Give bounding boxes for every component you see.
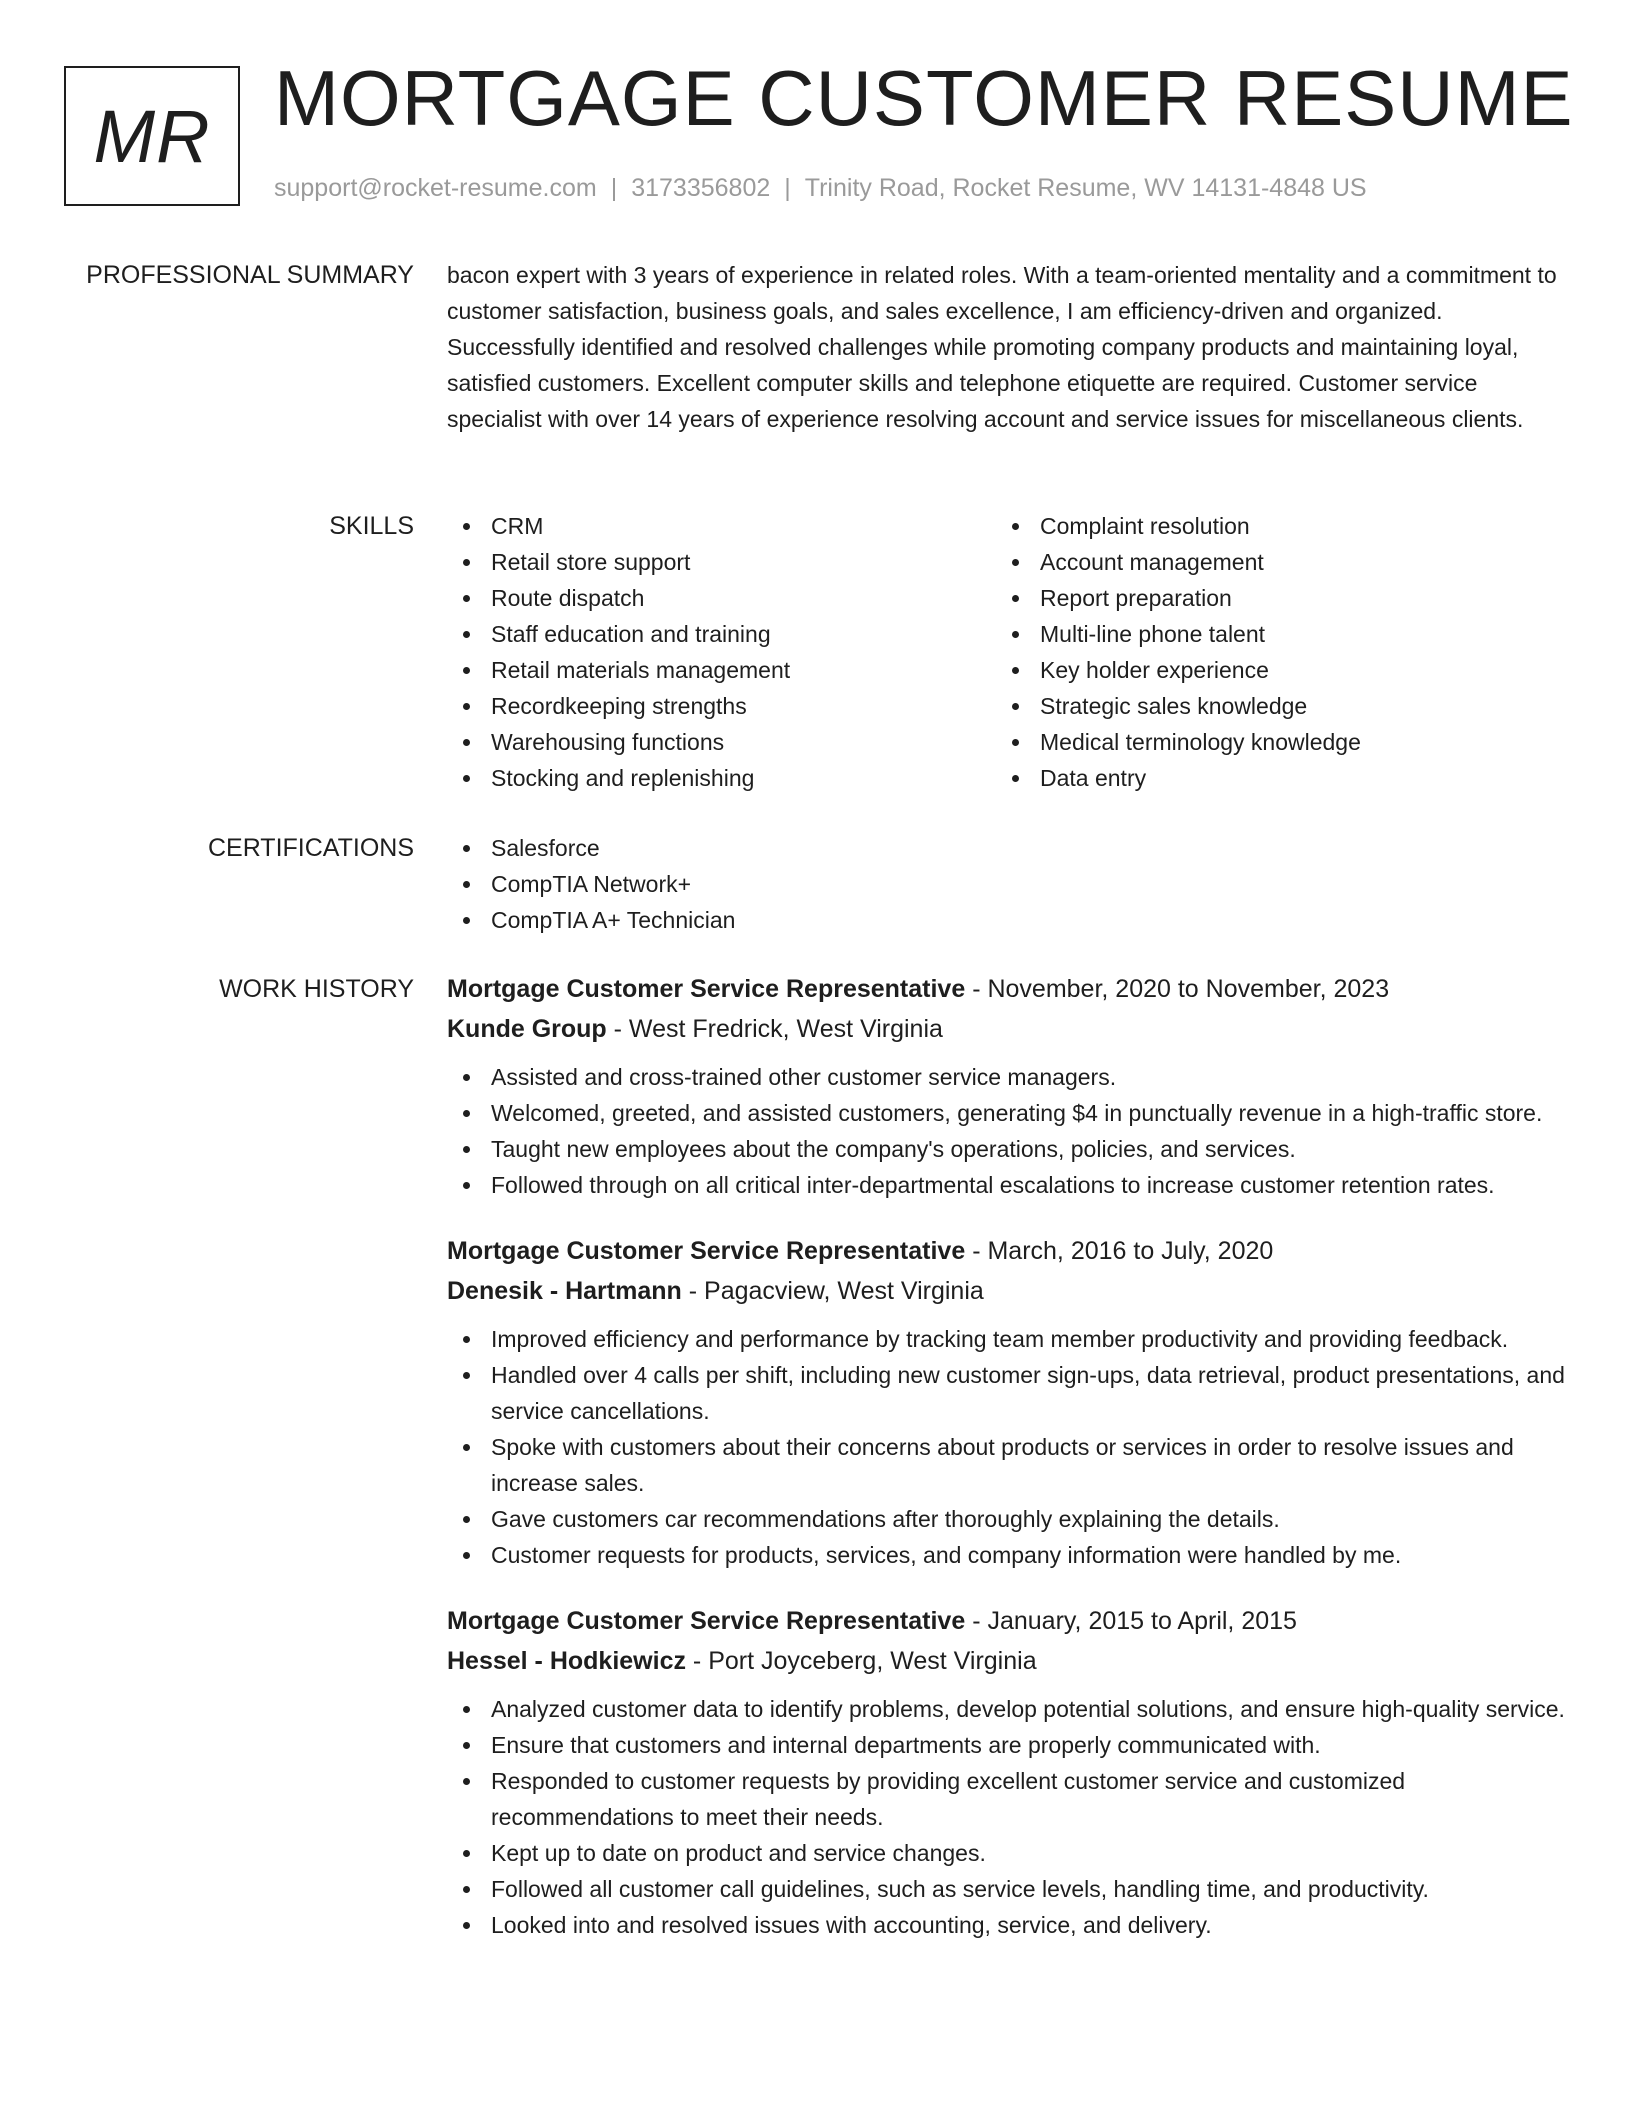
list-item: Kept up to date on product and service changes. xyxy=(447,1835,1565,1871)
list-item: Warehousing functions xyxy=(447,724,996,760)
summary-heading: PROFESSIONAL SUMMARY xyxy=(86,261,414,289)
job-company-line xyxy=(447,1009,1565,1049)
list-item: Retail store support xyxy=(447,544,996,580)
list-item: Improved efficiency and performance by tracking team member productivity and providing feedback. xyxy=(447,1321,1565,1357)
job-company-line xyxy=(447,1271,1565,1311)
list-item: Multi-line phone talent xyxy=(996,616,1545,652)
job-location: - Pagacview, West Virginia xyxy=(681,1277,984,1305)
job-company: Kunde Group xyxy=(447,1015,607,1043)
job-title-line xyxy=(447,969,1565,1009)
job-company: Denesik - Hartmann xyxy=(447,1277,682,1305)
list-item: CompTIA Network+ xyxy=(447,866,1565,902)
summary-body xyxy=(447,257,1565,437)
skills-list-right xyxy=(996,508,1545,796)
list-item: Assisted and cross-trained other customer service managers. xyxy=(447,1059,1565,1095)
job-company: Hessel - Hodkiewicz xyxy=(447,1647,686,1675)
work-history-body xyxy=(447,969,1565,1971)
contact-line xyxy=(274,174,1367,203)
job-title: Mortgage Customer Service Representative xyxy=(447,1237,966,1265)
skills-list-left xyxy=(447,508,996,796)
list-item: Staff education and training xyxy=(447,616,996,652)
list-item: Report preparation xyxy=(996,580,1545,616)
list-item: Welcomed, greeted, and assisted customers, generating $4 in punctually revenue in a high-traffic store. xyxy=(447,1095,1565,1131)
job-dates: - March, 2016 to July, 2020 xyxy=(965,1237,1274,1265)
job-location: - Port Joyceberg, West Virginia xyxy=(685,1647,1037,1675)
contact-email: support@rocket-resume.com xyxy=(274,174,597,202)
list-item: Complaint resolution xyxy=(996,508,1545,544)
contact-separator: | xyxy=(784,174,791,202)
job-title-line xyxy=(447,1231,1565,1271)
job-bullets xyxy=(447,1321,1565,1573)
job-title: Mortgage Customer Service Representative xyxy=(447,975,966,1003)
job-company-line xyxy=(447,1641,1565,1681)
job-bullets xyxy=(447,1691,1565,1943)
list-item: Responded to customer requests by providing excellent customer service and customized recommendations to meet their needs. xyxy=(447,1763,1565,1835)
contact-phone: 3173356802 xyxy=(631,174,771,202)
list-item: Spoke with customers about their concerns about products or services in order to resolve issues and increase sales. xyxy=(447,1429,1565,1501)
list-item: Key holder experience xyxy=(996,652,1545,688)
list-item: Handled over 4 calls per shift, including new customer sign-ups, data retrieval, product presentations, and service cancellations. xyxy=(447,1357,1565,1429)
monogram-box xyxy=(64,66,240,206)
monogram-initials: MR xyxy=(93,94,211,178)
certifications-body xyxy=(447,830,1565,938)
skills-heading: SKILLS xyxy=(329,512,414,540)
job-entry xyxy=(447,1601,1565,1943)
list-item: Account management xyxy=(996,544,1545,580)
job-dates: - November, 2020 to November, 2023 xyxy=(965,975,1390,1003)
list-item: Analyzed customer data to identify problems, develop potential solutions, and ensure high-quality service. xyxy=(447,1691,1565,1727)
list-item: Route dispatch xyxy=(447,580,996,616)
job-dates: - January, 2015 to April, 2015 xyxy=(965,1607,1297,1635)
job-title-line xyxy=(447,1601,1565,1641)
list-item: Data entry xyxy=(996,760,1545,796)
list-item: CompTIA A+ Technician xyxy=(447,902,1565,938)
work-history-heading: WORK HISTORY xyxy=(219,975,414,1003)
contact-separator: | xyxy=(610,174,618,202)
list-item: Ensure that customers and internal departments are properly communicated with. xyxy=(447,1727,1565,1763)
contact-address: Trinity Road, Rocket Resume, WV 14131-4848 US xyxy=(804,174,1367,202)
list-item: Customer requests for products, services, and company information were handled by me. xyxy=(447,1537,1565,1573)
list-item: Looked into and resolved issues with accounting, service, and delivery. xyxy=(447,1907,1565,1943)
list-item: Followed all customer call guidelines, such as service levels, handling time, and productivity. xyxy=(447,1871,1565,1907)
job-entry xyxy=(447,969,1565,1203)
list-item: Stocking and replenishing xyxy=(447,760,996,796)
job-entry xyxy=(447,1231,1565,1573)
job-title: Mortgage Customer Service Representative xyxy=(447,1607,966,1635)
list-item: Strategic sales knowledge xyxy=(996,688,1545,724)
job-location: - West Fredrick, West Virginia xyxy=(606,1015,943,1043)
list-item: Salesforce xyxy=(447,830,1565,866)
list-item: Taught new employees about the company's operations, policies, and services. xyxy=(447,1131,1565,1167)
certifications-heading: CERTIFICATIONS xyxy=(207,834,414,862)
list-item: Retail materials management xyxy=(447,652,996,688)
job-bullets xyxy=(447,1059,1565,1203)
list-item: Gave customers car recommendations after thoroughly explaining the details. xyxy=(447,1501,1565,1537)
list-item: Followed through on all critical inter-departmental escalations to increase customer retention rates. xyxy=(447,1167,1565,1203)
skills-body xyxy=(447,508,1565,796)
summary-text: bacon expert with 3 years of experience in related roles. With a team-oriented mentality and a commitment to customer satisfaction, business goals, and sales excellence, I am efficiency-driven and organized. Successfully identified and resolved challenges while promoting company products and maintaining loyal, satisfied customers. Excellent computer skills and telephone etiquette are required. Customer service specialist with over 14 years of experience resolving account and service issues for miscellaneous clients. xyxy=(447,262,1557,432)
list-item: Medical terminology knowledge xyxy=(996,724,1545,760)
list-item: Recordkeeping strengths xyxy=(447,688,996,724)
certifications-list xyxy=(447,830,1565,938)
list-item: CRM xyxy=(447,508,996,544)
resume-title: MORTGAGE CUSTOMER RESUME xyxy=(274,54,1574,142)
